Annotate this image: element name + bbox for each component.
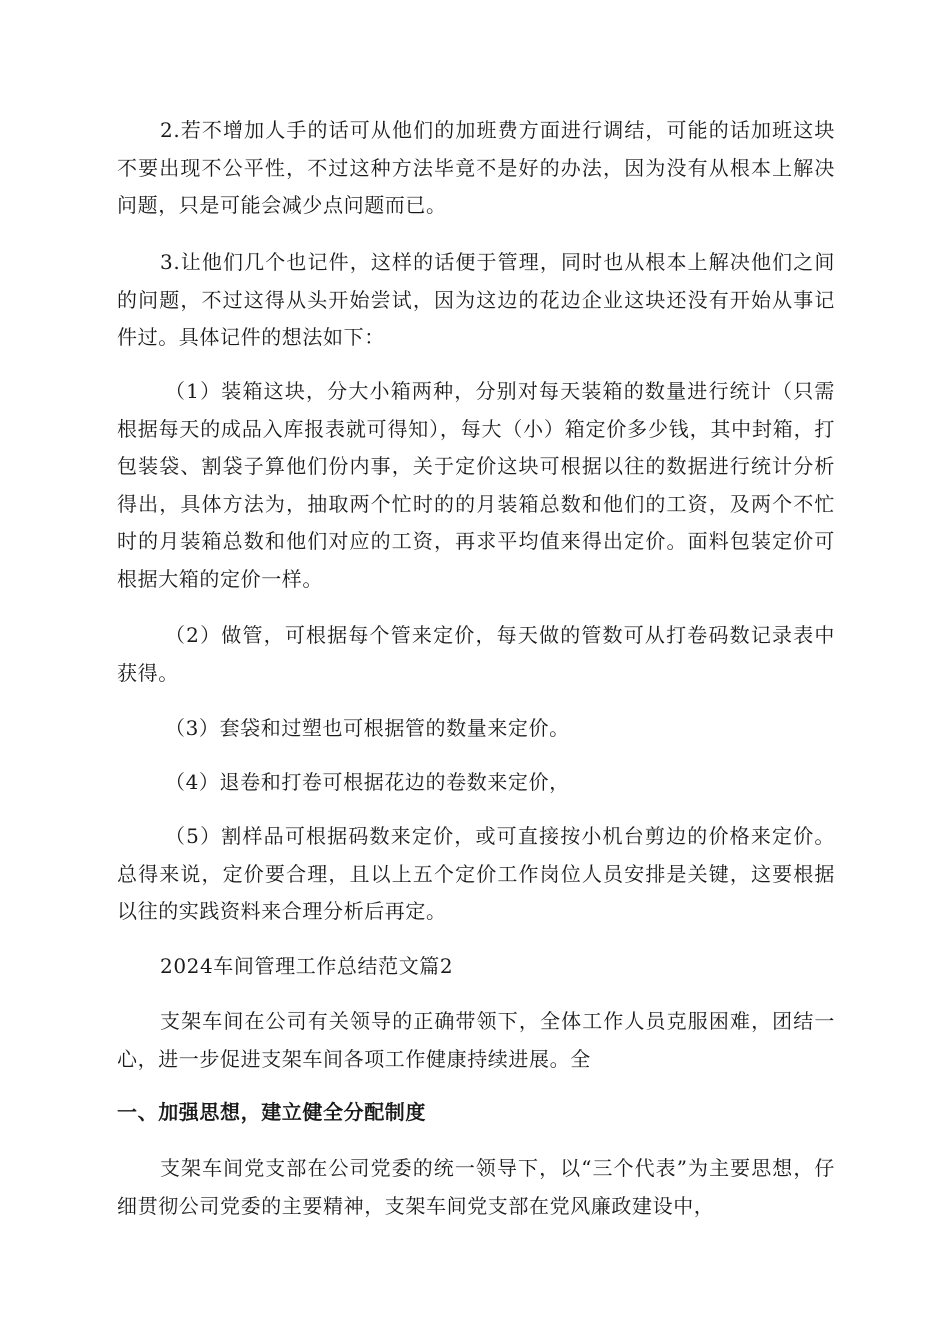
paragraph-item-bagging: （3）套袋和过塑也可根据管的数量来定价。 (165, 716, 570, 740)
paragraph-piecework-proposal: 3.让他们几个也记件，这样的话便于管理，同时也从根本上解决他们之间的问题，不过这得从头开始尝试，因为这边的花边企业这块还没有开始从事记件过。具体记件的想法如下： (117, 250, 835, 349)
paragraph-item-samples: （5）割样品可根据码数来定价，或可直接按小机台剪边的价格来定价。总得来说，定价要合理，且以上五个定价工作岗位人员安排是关键，这要根据以往的实践资料来合理分析后再定。 (117, 824, 835, 923)
paragraph-intro: 支架车间在公司有关领导的正确带领下，全体工作人员克服困难，团结一心，进一步促进支架车间各项工作健康持续进展。全 (117, 1009, 835, 1071)
article-title: 2024车间管理工作总结范文篇2 (160, 954, 454, 978)
section-heading: 一、加强思想，建立健全分配制度 (117, 1100, 426, 1124)
paragraph-item-rolling: （4）退卷和打卷可根据花边的卷数来定价， (165, 770, 570, 794)
paragraph-item-tubes: （2）做管，可根据每个管来定价，每天做的管数可从打卷码数记录表中获得。 (117, 623, 835, 685)
paragraph-item-packing: （1）装箱这块，分大小箱两种，分别对每天装箱的数量进行统计（只需根据每天的成品入库报表就可得知），每大（小）箱定价多少钱，其中封箱，打包装袋、割袋子算他们份内事，关于定价这块可根据以往的数据进行统计分析得出，具体方法为，抽取两个忙时的的月装箱总数和他们的工资，及两个不忙时的月装箱总数和他们对应的工资，再求平均值来得出定价。面料包装定价可根据大箱的定价一样。 (117, 379, 835, 591)
paragraph-party-branch: 支架车间党支部在公司党委的统一领导下，以“三个代表”为主要思想，仔细贯彻公司党委的主要精神，支架车间党支部在党风廉政建设中， (117, 1156, 835, 1218)
paragraph-overtime-adjustment: 2.若不增加人手的话可从他们的加班费方面进行调结，可能的话加班这块不要出现不公平性，不过这种方法毕竟不是好的办法，因为没有从根本上解决问题，只是可能会减少点问题而已。 (117, 118, 835, 217)
